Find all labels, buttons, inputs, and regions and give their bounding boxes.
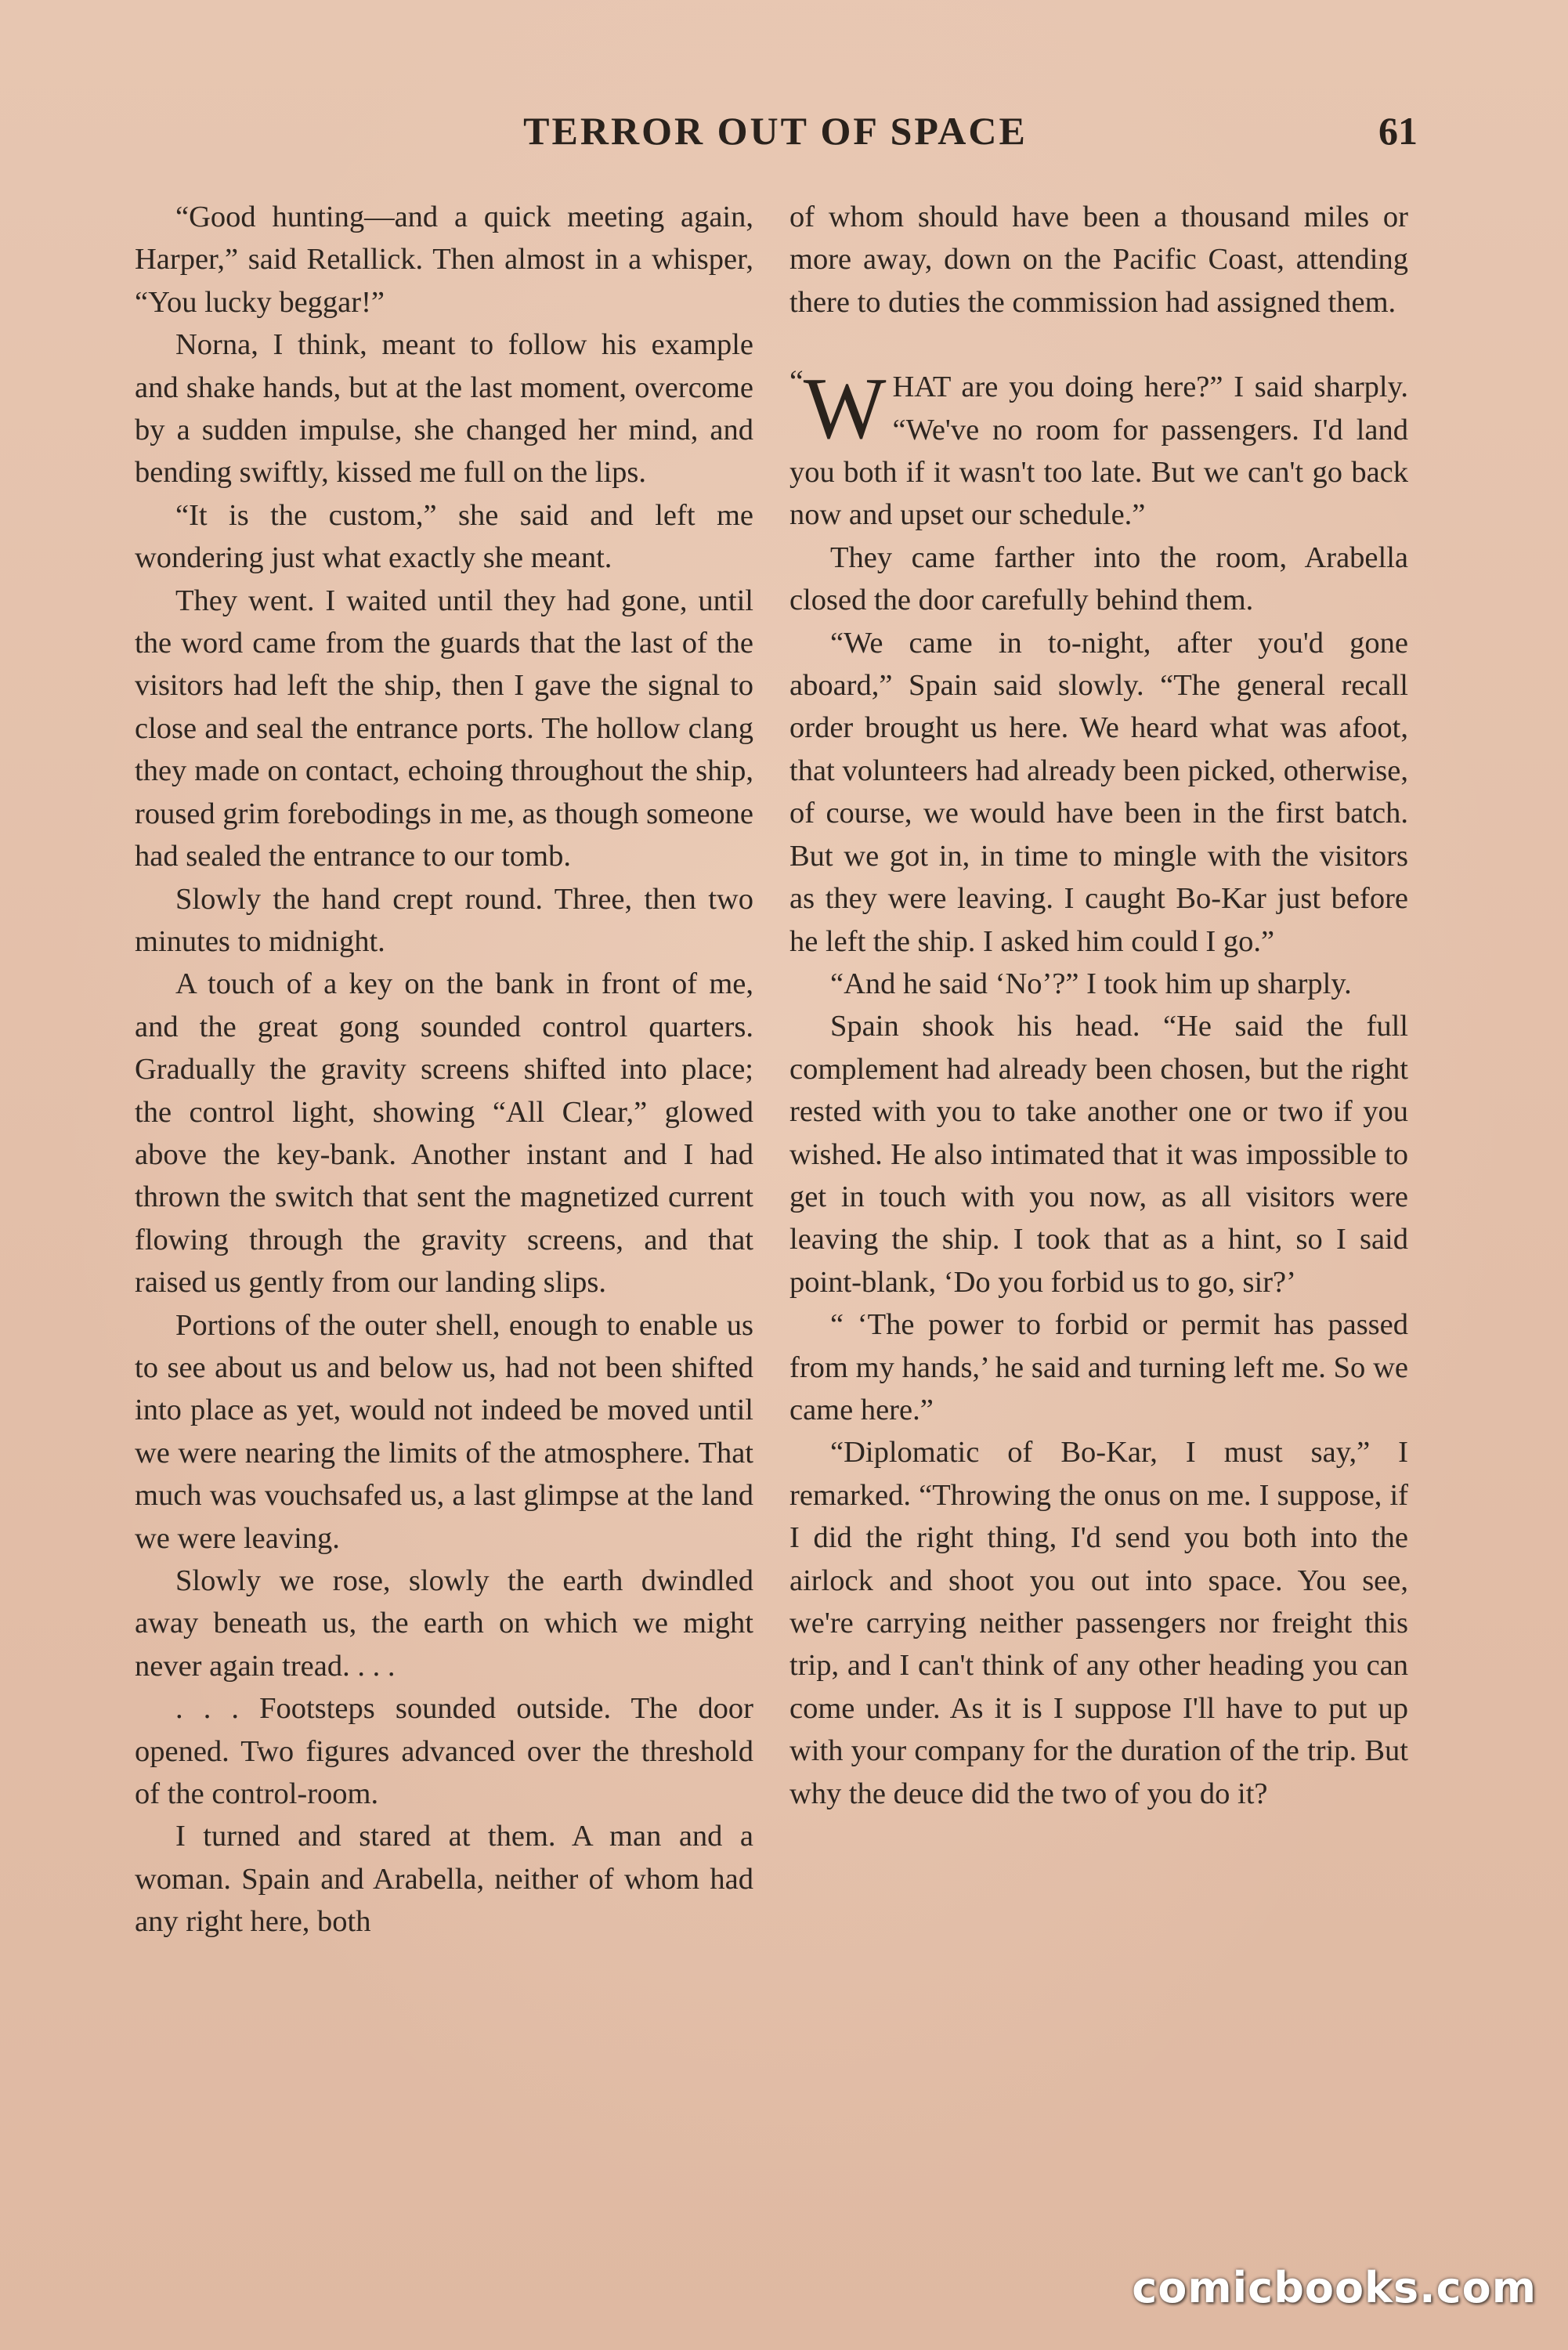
paragraph: Slowly we rose, slowly the earth dwindled away beneath us, the earth on which we might never again tread. . . . xyxy=(135,1564,753,1683)
drop-quote-mark: “ xyxy=(789,363,804,400)
page-number: 61 xyxy=(1378,109,1418,153)
paragraph: A touch of a key on the bank in front of me, and the great gong sounded control quarters. Gradually the gravity screens shifted into place; the control light, showing “All Clear,” glowed above the key-bank. Another instant and I had thrown the switch that sent the magnetized current flowing through the gravity screens, and that raised us gently from our landing slips. xyxy=(135,967,753,1300)
paragraph: “Good hunting—and a quick meeting again, Harper,” said Retallick. Then almost in a whisper, “You lucky beggar!” xyxy=(135,201,753,319)
paragraph-continuation: of whom should have been a thousand miles or more away, down on the Pacific Coast, attending there to duties the commission had assigned them. xyxy=(789,201,1408,319)
paragraph: Slowly the hand crept round. Three, then two minutes to midnight. xyxy=(135,882,753,958)
right-column xyxy=(789,196,1408,2217)
paragraph: “And he said ‘No’?” I took him up sharply. xyxy=(830,967,1352,1000)
paragraph: “Diplomatic of Bo-Kar, I must say,” I remarked. “Throwing the onus on me. I suppose, if I did the right thing, I'd send you both into the airlock and shoot you out into space. You see, we're carrying neither passengers nor freight this trip, and I can't think of any other heading you can come under. As it is I suppose I'll have to put up with your company for the duration of the trip. But why the deuce did the two of you do it? xyxy=(789,1436,1408,1810)
paragraph: “ ‘The power to forbid or permit has passed from my hands,’ he said and turning left me. So we came here.” xyxy=(789,1308,1408,1426)
paragraph: “We came in to-night, after you'd gone aboard,” Spain said slowly. “The general recall order brought us here. We heard what was afoot, that volunteers had already been picked, otherwise, of course, we would have been in the first batch. But we got in, in time to mingle with the visitors as they were leaving. I caught Bo-Kar just before he left the ship. I asked him could I go.” xyxy=(789,626,1408,958)
section-opening-paragraph xyxy=(789,360,1408,537)
paragraph: They came farther into the room, Arabella closed the door carefully behind them. xyxy=(789,540,1408,617)
drop-cap: W xyxy=(803,360,887,458)
paragraph: I turned and stared at them. A man and a woman. Spain and Arabella, neither of whom had any right here, both xyxy=(135,1820,753,1939)
left-column xyxy=(135,196,753,2217)
paragraph: Portions of the outer shell, enough to enable us to see about us and below us, had not been shifted into place as yet, would not indeed be moved until we were nearing the limits of the atmosphere. That much was vouchsafed us, a last glimpse at the land we were leaving. xyxy=(135,1308,753,1555)
page-title: TERROR OUT OF SPACE xyxy=(523,109,1028,153)
paragraph: They went. I waited until they had gone, until the word came from the guards that the last of the visitors had left the ship, then I gave the signal to close and seal the entrance ports. The hollow clang they made on contact, echoing throughout the ship, roused grim forebodings in me, as though someone had sealed the entrance to our tomb. xyxy=(135,584,753,873)
source-watermark: comicbooks.com xyxy=(1132,2263,1537,2312)
paragraph: . . . Footsteps sounded outside. The door opened. Two figures advanced over the threshold of the control-room. xyxy=(135,1692,753,1811)
paragraph: “It is the custom,” she said and left me wondering just what exactly she meant. xyxy=(135,498,753,575)
drop-cap-text: HAT are you doing here?” I said sharply. “We've no room for passengers. I'd land you both if it wasn't too late. But we can't go back now and upset our schedule.” xyxy=(789,371,1408,532)
running-head xyxy=(133,108,1418,163)
paragraph: Norna, I think, meant to follow his example and shake hands, but at the last moment, overcome by a sudden impulse, she changed her mind, and bending swiftly, kissed me full on the lips. xyxy=(135,328,753,490)
paragraph: Spain shook his head. “He said the full complement had already been chosen, but the right rested with you to take another one or two if you wished. He also intimated that it was impossible to get in touch with you now, as all visitors were leaving the ship. I took that as a hint, so I said point-blank, ‘Do you forbid us to go, sir?’ xyxy=(789,1010,1408,1299)
